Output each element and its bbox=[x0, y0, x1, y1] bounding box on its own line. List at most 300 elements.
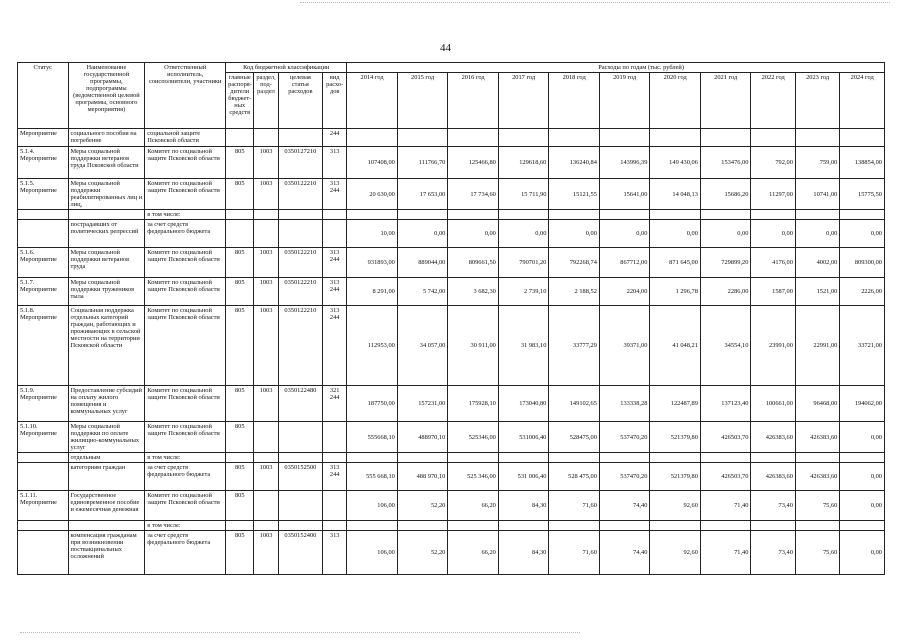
cell-r: 1003 bbox=[254, 278, 278, 306]
cell-status bbox=[18, 463, 69, 491]
cell-g: 805 bbox=[226, 386, 254, 422]
cell-value: 555 668,10 bbox=[347, 463, 398, 491]
header-year: 2014 год bbox=[347, 73, 398, 129]
cell-value: 531006,40 bbox=[498, 422, 549, 453]
cell-name: отдельным bbox=[68, 453, 145, 463]
cell-t bbox=[278, 521, 322, 531]
cell-value: 173040,80 bbox=[498, 386, 549, 422]
cell-exec: за счет средств федерального бюджета bbox=[145, 220, 226, 248]
table-row bbox=[18, 147, 885, 179]
cell-value bbox=[397, 129, 448, 147]
cell-value bbox=[448, 129, 499, 147]
cell-value: 143996,39 bbox=[599, 147, 650, 179]
cell-value: 3 682,30 bbox=[448, 278, 499, 306]
cell-value: 809661,50 bbox=[448, 248, 499, 278]
cell-v bbox=[323, 491, 347, 521]
cell-value: 0,00 bbox=[840, 220, 885, 248]
header-expenses: Расходы по годам (тыс. рублей) bbox=[347, 63, 885, 73]
header-name: Наименование государственной программы, подпрограммы (ведомственной целевой программы, основного мероприятия) bbox=[68, 63, 145, 129]
cell-value bbox=[397, 210, 448, 220]
table-row bbox=[18, 521, 885, 531]
cell-status bbox=[18, 453, 69, 463]
cell-value: 153476,00 bbox=[700, 147, 751, 179]
header-code-col: вид расхо-дов bbox=[323, 73, 347, 129]
cell-exec: в том числе: bbox=[145, 521, 226, 531]
cell-value: 0,00 bbox=[650, 220, 701, 248]
cell-v: 244 bbox=[323, 129, 347, 147]
cell-value bbox=[549, 521, 600, 531]
cell-value: 809300,00 bbox=[840, 248, 885, 278]
cell-value: 537470,20 bbox=[599, 422, 650, 453]
cell-value bbox=[448, 210, 499, 220]
cell-value bbox=[751, 210, 795, 220]
cell-value: 71,60 bbox=[549, 531, 600, 575]
cell-value: 15775,50 bbox=[840, 179, 885, 210]
cell-name: Меры социальной поддержки тружеников тыла bbox=[68, 278, 145, 306]
table-row bbox=[18, 278, 885, 306]
cell-value: 137123,40 bbox=[700, 386, 751, 422]
cell-g: 805 bbox=[226, 463, 254, 491]
cell-value: 73,40 bbox=[751, 531, 795, 575]
cell-exec: за счет средств федерального бюджета bbox=[145, 531, 226, 575]
cell-value: 149 430,06 bbox=[650, 147, 701, 179]
cell-g: 805 bbox=[226, 531, 254, 575]
header-status: Статус bbox=[18, 63, 69, 129]
cell-value bbox=[498, 453, 549, 463]
cell-exec: в том числе: bbox=[145, 453, 226, 463]
cell-g bbox=[226, 521, 254, 531]
scan-noise-top bbox=[300, 2, 890, 6]
cell-status: 5.1.8. Мероприятие bbox=[18, 306, 69, 386]
cell-exec: Комитет по социальной защите Псковской области bbox=[145, 386, 226, 422]
scan-noise-bottom bbox=[20, 632, 580, 636]
cell-value: 0,00 bbox=[700, 220, 751, 248]
cell-value: 528475,00 bbox=[549, 422, 600, 453]
cell-value bbox=[700, 521, 751, 531]
cell-value: 931893,00 bbox=[347, 248, 398, 278]
header-year: 2015 год bbox=[397, 73, 448, 129]
cell-value: 122487,89 bbox=[650, 386, 701, 422]
cell-value: 2204,00 bbox=[599, 278, 650, 306]
cell-g: 805 bbox=[226, 278, 254, 306]
cell-t bbox=[278, 491, 322, 521]
table-row bbox=[18, 220, 885, 248]
cell-value bbox=[397, 521, 448, 531]
cell-value: 15686,20 bbox=[700, 179, 751, 210]
cell-value: 426503,70 bbox=[700, 422, 751, 453]
cell-value: 426503,70 bbox=[700, 463, 751, 491]
cell-value: 0,00 bbox=[448, 220, 499, 248]
cell-exec: в том числе: bbox=[145, 210, 226, 220]
cell-g: 805 bbox=[226, 422, 254, 453]
cell-value: 175928,10 bbox=[448, 386, 499, 422]
cell-r: 1003 bbox=[254, 386, 278, 422]
cell-g: 805 bbox=[226, 179, 254, 210]
cell-t: 0350122210 bbox=[278, 278, 322, 306]
cell-value bbox=[650, 521, 701, 531]
cell-exec: Комитет по социальной защите Псковской области bbox=[145, 248, 226, 278]
cell-g: 805 bbox=[226, 491, 254, 521]
cell-value bbox=[650, 453, 701, 463]
cell-value: 426383,60 bbox=[795, 463, 839, 491]
cell-value: 4002,00 bbox=[795, 248, 839, 278]
cell-value: 33777,29 bbox=[549, 306, 600, 386]
cell-status: 5.1.6. Мероприятие bbox=[18, 248, 69, 278]
cell-value bbox=[795, 453, 839, 463]
cell-value: 426383,60 bbox=[795, 422, 839, 453]
cell-value: 0,00 bbox=[840, 463, 885, 491]
cell-value: 71,60 bbox=[549, 491, 600, 521]
cell-t bbox=[278, 210, 322, 220]
cell-status: 5.1.4. Мероприятие bbox=[18, 147, 69, 179]
cell-value bbox=[347, 129, 398, 147]
cell-value: 867712,00 bbox=[599, 248, 650, 278]
cell-v bbox=[323, 422, 347, 453]
cell-value bbox=[498, 521, 549, 531]
cell-value: 17 734,60 bbox=[448, 179, 499, 210]
cell-name: Социальная поддержка отдельных категорий граждан, работающих и проживающих в сельской местности на территории Псковской области bbox=[68, 306, 145, 386]
cell-value bbox=[840, 521, 885, 531]
cell-value: 15121,55 bbox=[549, 179, 600, 210]
cell-value: 84,30 bbox=[498, 491, 549, 521]
cell-v: 313 244 bbox=[323, 179, 347, 210]
cell-exec: за счет средств федерального бюджета bbox=[145, 463, 226, 491]
cell-exec: Комитет по социальной защите Псковской области bbox=[145, 179, 226, 210]
cell-value: 792,00 bbox=[751, 147, 795, 179]
cell-value: 66,20 bbox=[448, 491, 499, 521]
cell-value: 889044,00 bbox=[397, 248, 448, 278]
cell-value: 0,00 bbox=[840, 422, 885, 453]
cell-status: 5.1.5. Мероприятие bbox=[18, 179, 69, 210]
cell-value: 0,00 bbox=[549, 220, 600, 248]
header-year: 2016 год bbox=[448, 73, 499, 129]
cell-v bbox=[323, 521, 347, 531]
cell-t bbox=[278, 453, 322, 463]
cell-r bbox=[254, 521, 278, 531]
cell-status bbox=[18, 521, 69, 531]
cell-v bbox=[323, 220, 347, 248]
cell-value bbox=[700, 453, 751, 463]
cell-value bbox=[448, 521, 499, 531]
cell-value: 73,40 bbox=[751, 491, 795, 521]
cell-value: 33721,00 bbox=[840, 306, 885, 386]
cell-name: Предоставление субсидий на оплату жилого помещения и коммунальных услуг bbox=[68, 386, 145, 422]
cell-value: 426383,60 bbox=[751, 422, 795, 453]
cell-r bbox=[254, 453, 278, 463]
cell-value: 1 296,78 bbox=[650, 278, 701, 306]
cell-value: 52,20 bbox=[397, 531, 448, 575]
cell-value: 22991,00 bbox=[795, 306, 839, 386]
cell-value bbox=[347, 210, 398, 220]
cell-value: 531 006,40 bbox=[498, 463, 549, 491]
cell-value bbox=[751, 521, 795, 531]
cell-value: 125466,80 bbox=[448, 147, 499, 179]
cell-value: 41 048,21 bbox=[650, 306, 701, 386]
header-year: 2021 год bbox=[700, 73, 751, 129]
cell-value bbox=[700, 129, 751, 147]
cell-status: Мероприятие bbox=[18, 129, 69, 147]
cell-value bbox=[795, 210, 839, 220]
cell-g: 805 bbox=[226, 147, 254, 179]
cell-value: 488 970,10 bbox=[397, 463, 448, 491]
cell-value: 66,20 bbox=[448, 531, 499, 575]
cell-r bbox=[254, 129, 278, 147]
cell-r: 1003 bbox=[254, 179, 278, 210]
cell-value: 187750,00 bbox=[347, 386, 398, 422]
cell-value bbox=[599, 210, 650, 220]
cell-value: 34554,10 bbox=[700, 306, 751, 386]
cell-t: 0350122480 bbox=[278, 386, 322, 422]
table-row bbox=[18, 491, 885, 521]
cell-exec: Комитет по социальной защите Псковской области bbox=[145, 147, 226, 179]
cell-status: 5.1.10. Мероприятие bbox=[18, 422, 69, 453]
cell-exec: Комитет по социальной защите Псковской области bbox=[145, 306, 226, 386]
cell-g bbox=[226, 220, 254, 248]
cell-exec: Комитет по социальной защите Псковской области bbox=[145, 422, 226, 453]
cell-value: 555668,10 bbox=[347, 422, 398, 453]
header-executor: Ответственный исполнитель, соисполнители, участники bbox=[145, 63, 226, 129]
cell-value: 129618,60 bbox=[498, 147, 549, 179]
cell-value: 71,40 bbox=[700, 491, 751, 521]
cell-value: 23991,00 bbox=[751, 306, 795, 386]
cell-v: 313 244 bbox=[323, 463, 347, 491]
cell-value: 488970,10 bbox=[397, 422, 448, 453]
cell-value: 521379,80 bbox=[650, 463, 701, 491]
cell-value: 138854,00 bbox=[840, 147, 885, 179]
cell-value: 792268,74 bbox=[549, 248, 600, 278]
cell-value bbox=[549, 210, 600, 220]
table-row bbox=[18, 453, 885, 463]
cell-value: 0,00 bbox=[599, 220, 650, 248]
cell-value: 96468,00 bbox=[795, 386, 839, 422]
cell-value: 525 346,00 bbox=[448, 463, 499, 491]
table-row bbox=[18, 306, 885, 386]
cell-v: 313 244 bbox=[323, 306, 347, 386]
table-row bbox=[18, 386, 885, 422]
cell-r: 1003 bbox=[254, 306, 278, 386]
cell-exec: Комитет по социальной защите Псковской области bbox=[145, 278, 226, 306]
cell-name: категориям граждан bbox=[68, 463, 145, 491]
cell-name: Меры социальной поддержки по оплате жилищно-коммунальных услуг bbox=[68, 422, 145, 453]
cell-value: 14 048,13 bbox=[650, 179, 701, 210]
cell-status: 5.1.11. Мероприятие bbox=[18, 491, 69, 521]
cell-value: 0,00 bbox=[840, 531, 885, 575]
cell-value: 74,40 bbox=[599, 531, 650, 575]
cell-value: 17 653,00 bbox=[397, 179, 448, 210]
cell-value bbox=[840, 210, 885, 220]
cell-value: 729899,20 bbox=[700, 248, 751, 278]
cell-name: компенсация гражданам при возникновении поствакцинальных осложнений bbox=[68, 531, 145, 575]
cell-name: Меры социальной поддержки ветеранов труда Псковской области bbox=[68, 147, 145, 179]
cell-v bbox=[323, 453, 347, 463]
cell-name: Государственное единовременное пособие и ежемесячная денежная bbox=[68, 491, 145, 521]
cell-t: 0350122210 bbox=[278, 306, 322, 386]
cell-status: 5.1.7. Мероприятие bbox=[18, 278, 69, 306]
cell-t: 0350152500 bbox=[278, 463, 322, 491]
cell-value bbox=[700, 210, 751, 220]
cell-g: 805 bbox=[226, 248, 254, 278]
cell-value bbox=[650, 129, 701, 147]
cell-name: Меры социальной поддержки реабилитированных лиц и лиц, bbox=[68, 179, 145, 210]
cell-exec: социальной защите Псковской области bbox=[145, 129, 226, 147]
cell-r: 1003 bbox=[254, 531, 278, 575]
cell-r: 1003 bbox=[254, 147, 278, 179]
table-row bbox=[18, 248, 885, 278]
cell-value: 0,00 bbox=[795, 220, 839, 248]
cell-value: 11297,00 bbox=[751, 179, 795, 210]
cell-value: 0,00 bbox=[751, 220, 795, 248]
cell-value: 5 742,00 bbox=[397, 278, 448, 306]
cell-value: 34 057,00 bbox=[397, 306, 448, 386]
cell-value bbox=[795, 521, 839, 531]
cell-name: пострадавших от политических репрессий bbox=[68, 220, 145, 248]
cell-value: 537470,20 bbox=[599, 463, 650, 491]
header-year: 2020 год bbox=[650, 73, 701, 129]
cell-value: 133338,28 bbox=[599, 386, 650, 422]
cell-t bbox=[278, 422, 322, 453]
cell-value: 92,60 bbox=[650, 531, 701, 575]
cell-value: 71,40 bbox=[700, 531, 751, 575]
cell-v bbox=[323, 210, 347, 220]
cell-value bbox=[795, 129, 839, 147]
cell-v: 313 bbox=[323, 147, 347, 179]
cell-value: 2226,00 bbox=[840, 278, 885, 306]
table-row bbox=[18, 129, 885, 147]
cell-value: 521379,80 bbox=[650, 422, 701, 453]
cell-value bbox=[599, 129, 650, 147]
cell-status bbox=[18, 210, 69, 220]
cell-value bbox=[751, 129, 795, 147]
cell-value: 759,00 bbox=[795, 147, 839, 179]
cell-t: 0350152400 bbox=[278, 531, 322, 575]
cell-value bbox=[840, 129, 885, 147]
cell-value: 4176,00 bbox=[751, 248, 795, 278]
cell-value: 871 645,00 bbox=[650, 248, 701, 278]
cell-status: 5.1.9. Мероприятие bbox=[18, 386, 69, 422]
cell-value: 0,00 bbox=[498, 220, 549, 248]
cell-r bbox=[254, 220, 278, 248]
header-year: 2018 год bbox=[549, 73, 600, 129]
cell-r: 1003 bbox=[254, 463, 278, 491]
cell-value: 106,00 bbox=[347, 531, 398, 575]
cell-value: 74,40 bbox=[599, 491, 650, 521]
cell-value: 2 739,10 bbox=[498, 278, 549, 306]
cell-v: 321 244 bbox=[323, 386, 347, 422]
cell-v: 313 bbox=[323, 531, 347, 575]
program-table bbox=[17, 62, 885, 575]
cell-r bbox=[254, 491, 278, 521]
cell-value: 10741,00 bbox=[795, 179, 839, 210]
cell-g: 805 bbox=[226, 306, 254, 386]
cell-value: 100661,00 bbox=[751, 386, 795, 422]
cell-value: 790701,20 bbox=[498, 248, 549, 278]
cell-value bbox=[751, 453, 795, 463]
cell-t: 0350122210 bbox=[278, 179, 322, 210]
cell-value bbox=[498, 210, 549, 220]
cell-name bbox=[68, 521, 145, 531]
cell-g bbox=[226, 129, 254, 147]
header-budget-code: Код бюджетной классификации bbox=[226, 63, 347, 73]
table-row bbox=[18, 179, 885, 210]
header-code-col: главные распоря-дители бюджет-ных средств bbox=[226, 73, 254, 129]
cell-value: 0,00 bbox=[840, 491, 885, 521]
cell-value: 92,60 bbox=[650, 491, 701, 521]
cell-value: 111766,70 bbox=[397, 147, 448, 179]
cell-t bbox=[278, 220, 322, 248]
cell-value bbox=[448, 453, 499, 463]
cell-r: 1003 bbox=[254, 248, 278, 278]
cell-r bbox=[254, 210, 278, 220]
cell-v: 313 244 bbox=[323, 278, 347, 306]
table-row bbox=[18, 463, 885, 491]
table-row bbox=[18, 210, 885, 220]
header-year: 2022 год bbox=[751, 73, 795, 129]
cell-name bbox=[68, 210, 145, 220]
cell-value: 149102,65 bbox=[549, 386, 600, 422]
cell-g bbox=[226, 210, 254, 220]
page-number: 44 bbox=[440, 42, 451, 54]
cell-status bbox=[18, 531, 69, 575]
cell-value: 20 630,00 bbox=[347, 179, 398, 210]
cell-value bbox=[347, 453, 398, 463]
cell-value: 2 188,52 bbox=[549, 278, 600, 306]
header-year: 2019 год bbox=[599, 73, 650, 129]
cell-value bbox=[498, 129, 549, 147]
cell-value bbox=[840, 453, 885, 463]
cell-value: 525346,00 bbox=[448, 422, 499, 453]
cell-value bbox=[347, 521, 398, 531]
header-code-col: целевая статья расходов bbox=[278, 73, 322, 129]
cell-value: 0,00 bbox=[397, 220, 448, 248]
header-year: 2017 год bbox=[498, 73, 549, 129]
cell-value: 112953,00 bbox=[347, 306, 398, 386]
cell-v: 313 244 bbox=[323, 248, 347, 278]
cell-value: 39371,00 bbox=[599, 306, 650, 386]
cell-value bbox=[549, 129, 600, 147]
cell-value: 107408,00 bbox=[347, 147, 398, 179]
cell-g bbox=[226, 453, 254, 463]
cell-t bbox=[278, 129, 322, 147]
cell-r bbox=[254, 422, 278, 453]
cell-value: 75,60 bbox=[795, 491, 839, 521]
cell-value: 136240,84 bbox=[549, 147, 600, 179]
cell-value: 528 475,00 bbox=[549, 463, 600, 491]
cell-value: 157231,00 bbox=[397, 386, 448, 422]
cell-t: 0350122210 bbox=[278, 248, 322, 278]
cell-value: 8 291,00 bbox=[347, 278, 398, 306]
cell-value: 106,00 bbox=[347, 491, 398, 521]
header-year: 2024 год bbox=[840, 73, 885, 129]
cell-value bbox=[549, 453, 600, 463]
header-year: 2023 год bbox=[795, 73, 839, 129]
cell-status bbox=[18, 220, 69, 248]
cell-value: 84,30 bbox=[498, 531, 549, 575]
cell-value: 426383,60 bbox=[751, 463, 795, 491]
cell-value: 15 711,90 bbox=[498, 179, 549, 210]
cell-value: 52,20 bbox=[397, 491, 448, 521]
cell-value bbox=[599, 453, 650, 463]
cell-value bbox=[599, 521, 650, 531]
cell-value: 75,60 bbox=[795, 531, 839, 575]
cell-value: 15641,00 bbox=[599, 179, 650, 210]
cell-value: 1521,00 bbox=[795, 278, 839, 306]
cell-value: 2286,00 bbox=[700, 278, 751, 306]
header-code-col: раздел, под-раздел bbox=[254, 73, 278, 129]
cell-name: социального пособия на погребение bbox=[68, 129, 145, 147]
cell-value bbox=[397, 453, 448, 463]
table-row bbox=[18, 422, 885, 453]
cell-value: 30 911,00 bbox=[448, 306, 499, 386]
